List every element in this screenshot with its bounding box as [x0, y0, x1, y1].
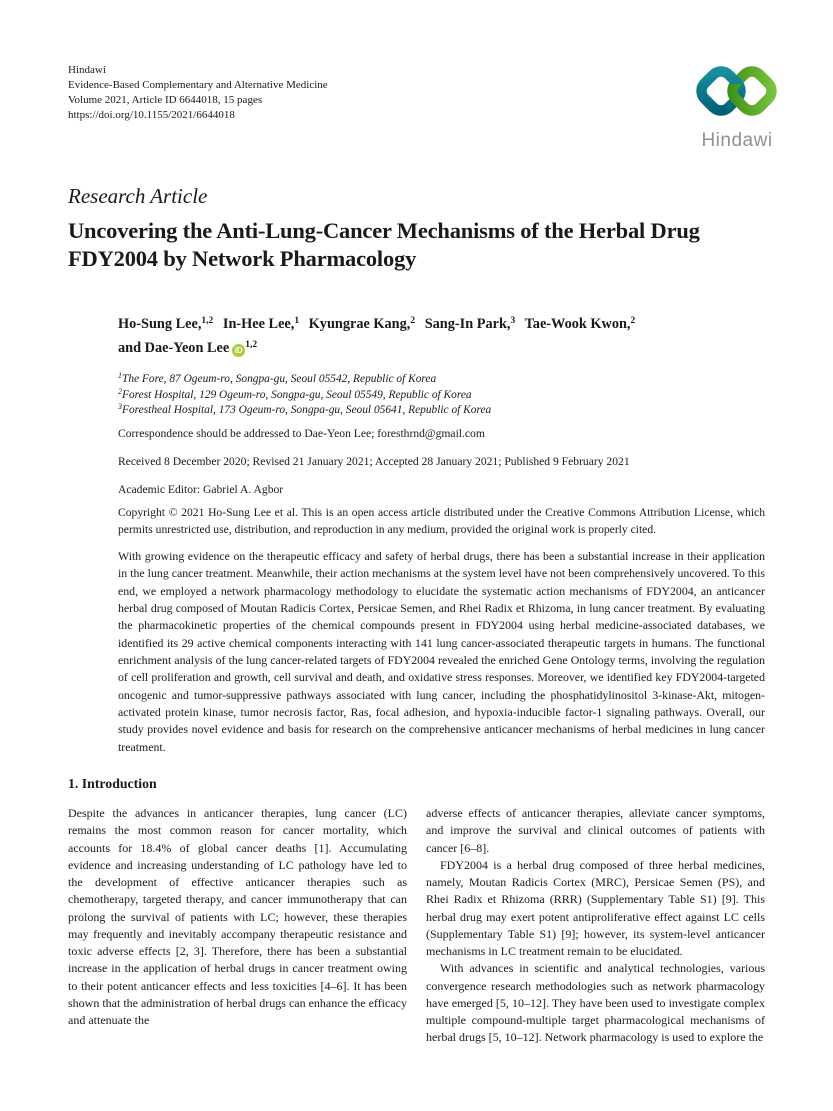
section-heading-introduction: 1. Introduction — [68, 776, 157, 791]
correspondence-line: Correspondence should be addressed to Dae-Yeon Lee; foresthrnd@gmail.com — [118, 427, 485, 440]
journal-name: Evidence-Based Complementary and Alternative Medicine — [68, 79, 328, 91]
article-title: Uncovering the Anti-Lung-Cancer Mechanisms of the Herbal Drug FDY2004 by Network Pharmacology — [68, 218, 700, 271]
intro-paragraph: adverse effects of anticancer therapies, alleviate cancer symptoms, and improve the survival and clinical outcomes of patients with cancer [6–8]. — [426, 806, 765, 855]
dates-line: Received 8 December 2020; Revised 21 January 2021; Accepted 28 January 2021; Published 9 February 2021 — [118, 455, 630, 468]
right-column — [426, 805, 765, 1047]
intro-paragraph: Despite the advances in anticancer therapies, lung cancer (LC) remains the most common reason for cancer mortality, which accounts for 18.4% of global cancer deaths [1]. Accumulating evidence and increasing understanding of LC pathology have led to the development of effective anticancer therapies such as chemotherapy, targeted therapy, and cancer immunotherapy that can prolong the survival of patients with LC; however, these therapies may frequently and inevitably accompany therapeutic resistance and toxic adverse effects [2, 3]. Therefore, there has been a substantial increase in the application of herbal drugs in cancer treatment owing to their potent anticancer effects and less toxicities [4–6]. It has been shown that the administration of herbal drugs can enhance the efficacy and attenuate the — [68, 806, 407, 1027]
body-columns — [68, 805, 765, 1047]
volume-info: Volume 2021, Article ID 6644018, 15 pages — [68, 94, 263, 106]
affiliation-list — [118, 372, 765, 419]
affiliation: $^3$Forestheal Hospital, 173 Ogeum-ro, Songpa-gu, Seoul 05641, Republic of Korea — [118, 402, 492, 417]
affiliation: $^1$The Fore, 87 Ogeum-ro, Songpa-gu, Seoul 05542, Republic of Korea — [118, 371, 437, 385]
article-type-label: Research Article — [68, 184, 208, 208]
author: Sang-In Park,$^3$ — [424, 316, 516, 332]
abstract-text: With growing evidence on the therapeutic efficacy and safety of herbal drugs, there has been a substantial increase in their application in the lung cancer treatment. Meanwhile, their action mechanisms at the system level have not been comprehensively uncovered. To this end, we employed a network pharmacology methodology to elucidate the systematic action mechanisms of FDY2004, an anticancer herbal drug composed of Moutan Radicis Cortex, Persicae Semen, and Rhei Radix et Rhizoma, in lung cancer treatment. By evaluating the pharmacokinetic properties of the chemical compounds present in FDY2004 using herbal medicine-associated databases, we identified its 29 active chemical components interacting with 141 lung cancer-associated therapeutic targets in humans. The functional enrichment analysis of the lung cancer-related targets of FDY2004 revealed the enriched Gene Ontology terms, involving the regulation of cell proliferation and growth, cell survival and death, and oxidative stress responses. Moreover, we identified key FDY2004-targeted oncogenic and tumor-suppressive pathways associated with lung cancer, including the phosphatidylinositol 3-kinase-Akt, mitogen-activated protein kinase, tumor necrosis factor, Ras, focal adhesion, and hypoxia-inducible factor-1 signaling pathways. Overall, our study provides novel evidence and basis for research on the comprehensive anticancer mechanisms of herbal medicines in lung cancer treatment. — [118, 549, 765, 754]
author: Kyungrae Kang,$^2$ — [308, 316, 416, 332]
hindawi-logo-text: Hindawi — [701, 130, 773, 151]
left-column — [68, 805, 407, 1047]
doi-link: https://doi.org/10.1155/2021/6644018 — [68, 109, 235, 121]
author: Tae-Wook Kwon,$^2$ — [524, 316, 636, 332]
author: and Dae-Yeon Lee iD$^{1,2}$ — [118, 340, 258, 356]
hindawi-rings-icon — [693, 58, 781, 124]
orcid-icon[interactable]: iD — [232, 344, 245, 357]
affiliation: $^2$Forest Hospital, 129 Ogeum-ro, Songpa-gu, Seoul 05549, Republic of Korea — [118, 386, 472, 401]
copyright-notice: Copyright © 2021 Ho-Sung Lee et al. This is an open access article distributed under the Creative Commons Attribution License, which permits unrestricted use, distribution, and reproduction in any medium, provided the original work is properly cited. — [118, 506, 765, 536]
intro-paragraph: With advances in scientific and analytical technologies, various convergence research methodologies such as network pharmacology have emerged [5, 10–12]. They have been used to investigate complex multiple compound-multiple target pharmacological mechanisms of herbal drugs [5, 10–12]. Network pharmacology is used to explore the — [426, 961, 765, 1045]
author-list — [118, 313, 765, 361]
author: In-Hee Lee,$^1$ — [222, 316, 300, 332]
author: Ho-Sung Lee,$^{1,2}$ — [118, 316, 214, 332]
publisher-header — [68, 63, 328, 123]
academic-editor-line: Academic Editor: Gabriel A. Agbor — [118, 483, 284, 496]
intro-paragraph: FDY2004 is a herbal drug composed of three herbal medicines, namely, Moutan Radicis Cortex (MRC), Persicae Semen (PS), and Rhei Radix et Rhizoma (RRR) (Supplementary Table S1) [9]. This herbal drug may exert potent antiproliferative effect against LC cells (Supplementary Table S1) [9]; however, its system-level anticancer mechanisms in LC treatment remain to be elucidated. — [426, 857, 765, 958]
hindawi-logo — [691, 58, 783, 152]
publisher-name: Hindawi — [68, 64, 106, 76]
